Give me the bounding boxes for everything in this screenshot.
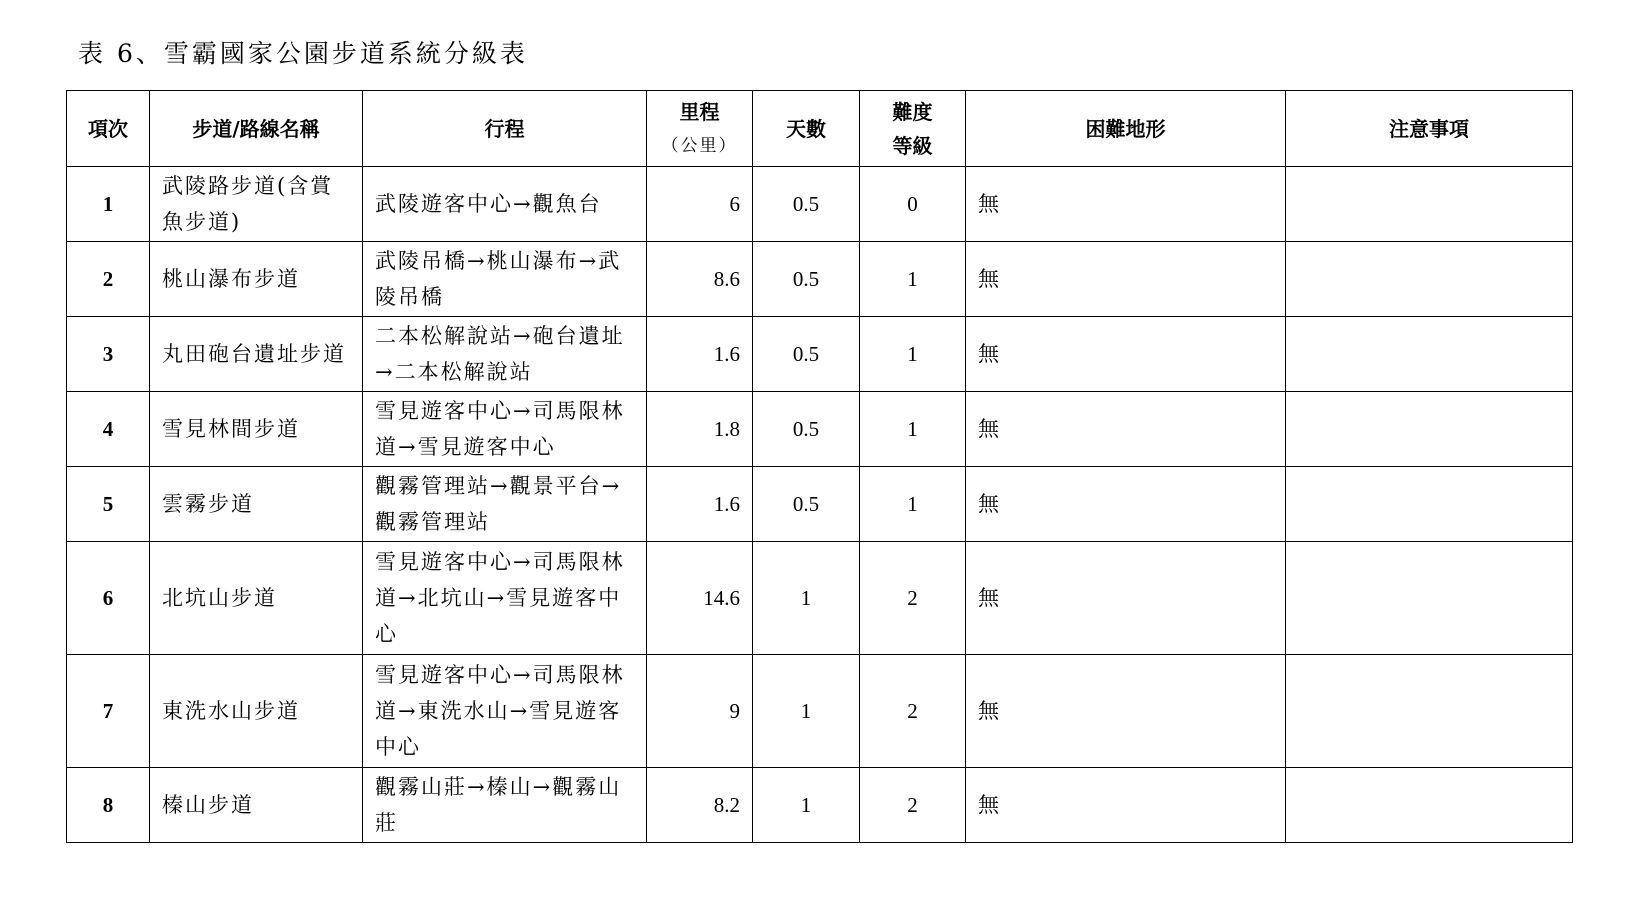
header-distance-unit: （公里） [661, 135, 738, 156]
table-row [67, 768, 1573, 843]
cell-route: 雪見遊客中心→司馬限林道→雪見遊客中心 [363, 392, 647, 467]
cell-route: 武陵吊橋→桃山瀑布→武陵吊橋 [363, 242, 647, 317]
cell-days: 1 [753, 768, 860, 843]
cell-terrain: 無 [966, 317, 1286, 392]
cell-days: 1 [753, 655, 860, 768]
cell-grade: 2 [860, 768, 966, 843]
cell-index: 4 [67, 392, 150, 467]
cell-grade: 1 [860, 392, 966, 467]
table-row [67, 542, 1573, 655]
table-row [67, 167, 1573, 242]
cell-index: 8 [67, 768, 150, 843]
table-caption: 表 6、雪霸國家公園步道系統分級表 [78, 39, 528, 68]
cell-name: 武陵路步道(含賞魚步道) [150, 167, 363, 242]
header-row [67, 91, 1573, 167]
cell-days: 0.5 [753, 242, 860, 317]
cell-distance: 9 [647, 655, 753, 768]
cell-index: 3 [67, 317, 150, 392]
cell-grade: 1 [860, 242, 966, 317]
cell-days: 0.5 [753, 167, 860, 242]
header-grade-line1: 難度 [892, 99, 933, 124]
cell-notes [1286, 768, 1573, 843]
cell-notes [1286, 317, 1573, 392]
header-name: 步道/路線名稱 [150, 91, 363, 167]
cell-notes [1286, 392, 1573, 467]
header-distance-label: 里程 [679, 99, 720, 124]
cell-index: 1 [67, 167, 150, 242]
cell-distance: 8.2 [647, 768, 753, 843]
cell-terrain: 無 [966, 242, 1286, 317]
cell-days: 1 [753, 542, 860, 655]
cell-days: 0.5 [753, 467, 860, 542]
cell-name: 桃山瀑布步道 [150, 242, 363, 317]
cell-name: 北坑山步道 [150, 542, 363, 655]
cell-distance: 1.6 [647, 467, 753, 542]
cell-distance: 1.6 [647, 317, 753, 392]
table-row [67, 655, 1573, 768]
header-terrain: 困難地形 [966, 91, 1286, 167]
header-index: 項次 [67, 91, 150, 167]
cell-distance: 8.6 [647, 242, 753, 317]
cell-terrain: 無 [966, 167, 1286, 242]
table-row [67, 317, 1573, 392]
cell-name: 東洗水山步道 [150, 655, 363, 768]
header-days: 天數 [753, 91, 860, 167]
cell-terrain: 無 [966, 467, 1286, 542]
cell-grade: 1 [860, 317, 966, 392]
cell-name: 丸田砲台遺址步道 [150, 317, 363, 392]
cell-grade: 2 [860, 655, 966, 768]
cell-index: 5 [67, 467, 150, 542]
cell-distance: 6 [647, 167, 753, 242]
cell-notes [1286, 167, 1573, 242]
header-notes: 注意事項 [1286, 91, 1573, 167]
cell-route: 雪見遊客中心→司馬限林道→北坑山→雪見遊客中心 [363, 542, 647, 655]
cell-days: 0.5 [753, 317, 860, 392]
cell-distance: 1.8 [647, 392, 753, 467]
cell-grade: 1 [860, 467, 966, 542]
cell-notes [1286, 467, 1573, 542]
cell-terrain: 無 [966, 768, 1286, 843]
cell-notes [1286, 242, 1573, 317]
cell-days: 0.5 [753, 392, 860, 467]
cell-route: 二本松解說站→砲台遺址→二本松解說站 [363, 317, 647, 392]
cell-route: 雪見遊客中心→司馬限林道→東洗水山→雪見遊客中心 [363, 655, 647, 768]
cell-terrain: 無 [966, 655, 1286, 768]
table-row [67, 467, 1573, 542]
cell-route: 觀霧管理站→觀景平台→觀霧管理站 [363, 467, 647, 542]
cell-index: 2 [67, 242, 150, 317]
cell-terrain: 無 [966, 542, 1286, 655]
cell-route: 觀霧山莊→榛山→觀霧山莊 [363, 768, 647, 843]
trail-grading-table [66, 90, 1573, 843]
cell-grade: 2 [860, 542, 966, 655]
cell-grade: 0 [860, 167, 966, 242]
cell-name: 雲霧步道 [150, 467, 363, 542]
cell-route: 武陵遊客中心→觀魚台 [363, 167, 647, 242]
cell-name: 雪見林間步道 [150, 392, 363, 467]
cell-notes [1286, 542, 1573, 655]
cell-index: 7 [67, 655, 150, 768]
cell-index: 6 [67, 542, 150, 655]
header-grade-line2: 等級 [892, 133, 933, 158]
cell-notes [1286, 655, 1573, 768]
header-route: 行程 [363, 91, 647, 167]
table-row [67, 242, 1573, 317]
cell-distance: 14.6 [647, 542, 753, 655]
header-distance [647, 91, 753, 167]
cell-name: 榛山步道 [150, 768, 363, 843]
cell-terrain: 無 [966, 392, 1286, 467]
table-row [67, 392, 1573, 467]
header-grade [860, 91, 966, 167]
